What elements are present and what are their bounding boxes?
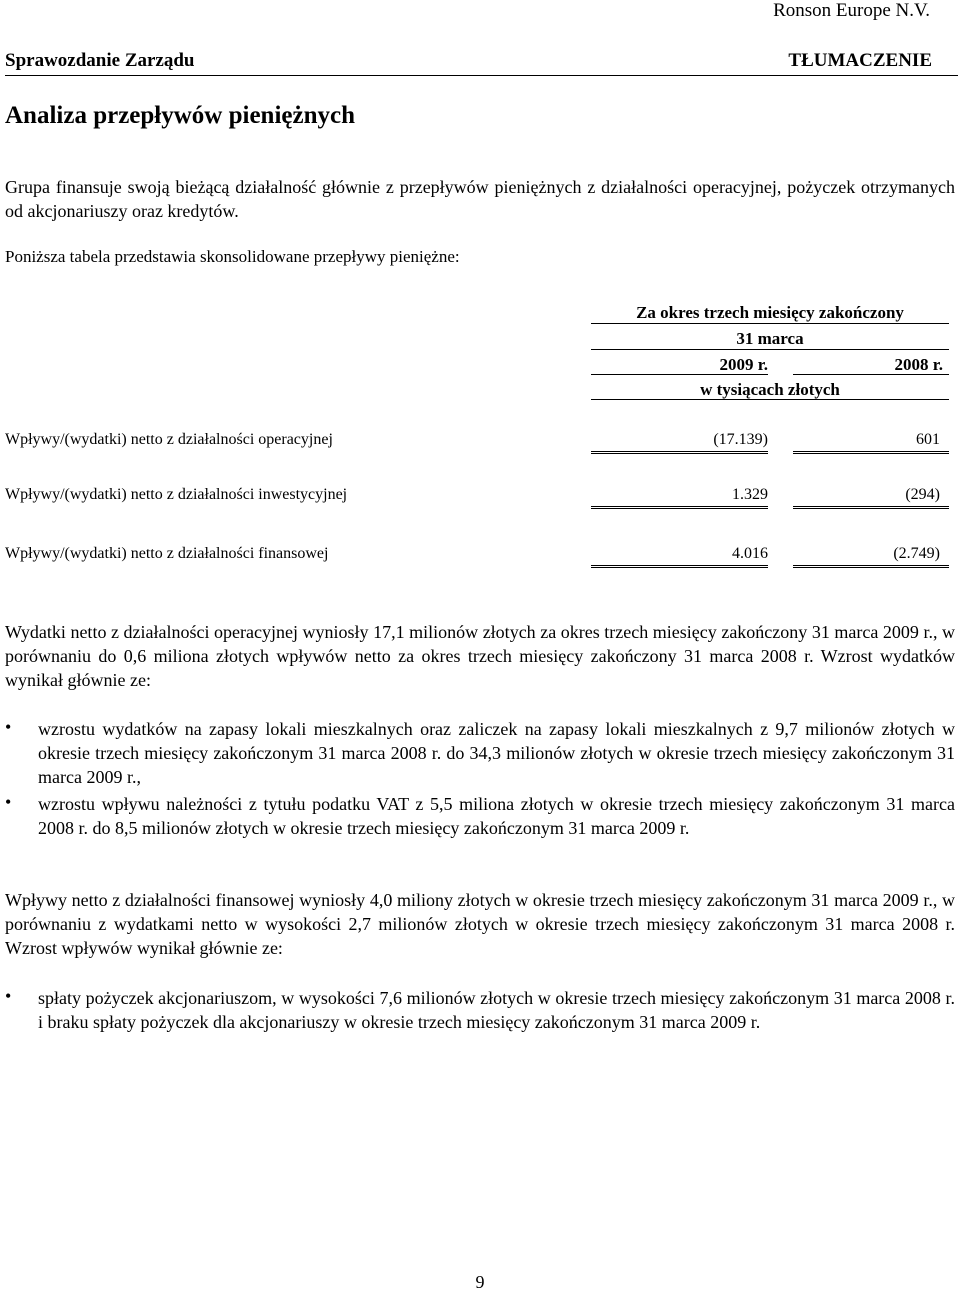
table-cell-financing-2008: (2.749) <box>893 545 940 562</box>
table-row-label-operating: Wpływy/(wydatki) netto z działalności operacyjnej <box>5 431 333 448</box>
header-divider <box>5 75 958 76</box>
financing-paragraph: Wpływy netto z działalności finansowej wyniosły 4,0 miliony złotych w okresie trzech miesięcy zakończonym 31 marca 2009 r., w porównaniu z wydatkami netto w wysokości 2,7 milionów złotych w okresie trzech miesięcy zakończonym 31 marca 2008 r. Wzrost wpływów wynikał głównie ze: <box>5 890 955 958</box>
col-header-2008: 2008 r. <box>894 355 943 374</box>
bullet-icon: • <box>5 792 12 812</box>
col-header-2009: 2009 r. <box>719 355 768 374</box>
operating-paragraph: Wydatki netto z działalności operacyjnej wyniosły 17,1 milionów złotych za okres trzech miesięcy zakończony 31 marca 2009 r., w porównaniu do 0,6 miliona złotych wpływów netto za okres trzech miesięcy zakończony 31 marca 2008 r. Wzrost wydatków wynikał głównie ze: <box>5 622 955 690</box>
intro-paragraph: Grupa finansuje swoją bieżącą działalność głównie z przepływów pieniężnych z działalności operacyjnej, pożyczek otrzymanych od akcjonariuszy oraz kredytów. <box>5 177 955 221</box>
date-underline <box>591 349 949 350</box>
financing-2008-double-rule <box>793 565 949 568</box>
investing-2009-double-rule <box>591 506 768 509</box>
company-name: Ronson Europe N.V. <box>773 0 930 21</box>
table-cell-operating-2008: 601 <box>916 431 940 448</box>
table-cell-investing-2008: (294) <box>905 486 940 503</box>
translation-label: TŁUMACZENIE <box>788 50 932 71</box>
period-underline <box>591 323 949 324</box>
unit-underline <box>591 399 949 400</box>
section-heading: Analiza przepływów pieniężnych <box>5 102 355 129</box>
page-number: 9 <box>475 1272 485 1292</box>
operating-bullet-2: wzrostu wpływu należności z tytułu podatku VAT z 5,5 miliona złotych w okresie trzech miesięcy zakończonym 31 marca 2008 r. do 8,5 milionów złotych w okresie trzech miesięcy zakończonym 31 marca 2009 r. <box>38 794 955 838</box>
financing-2009-double-rule <box>591 565 768 568</box>
period-header: Za okres trzech miesięcy zakończony <box>636 303 904 322</box>
bullet-icon: • <box>5 717 12 737</box>
operating-2008-double-rule <box>793 451 949 454</box>
unit-header: w tysiącach złotych <box>700 380 840 399</box>
table-cell-investing-2009: 1.329 <box>732 486 768 503</box>
investing-2008-double-rule <box>793 506 949 509</box>
bullet-icon: • <box>5 986 12 1006</box>
table-row-label-investing: Wpływy/(wydatki) netto z działalności inwestycyjnej <box>5 486 348 503</box>
table-cell-operating-2009: (17.139) <box>713 431 768 448</box>
operating-2009-double-rule <box>591 451 768 454</box>
col-2008-underline <box>793 374 949 375</box>
table-row-label-financing: Wpływy/(wydatki) netto z działalności finansowej <box>5 545 329 562</box>
operating-bullet-1: wzrostu wydatków na zapasy lokali mieszkalnych oraz zaliczek na zapasy lokali mieszkalnych z 9,7 milionów złotych w okresie trzech miesięcy zakończonym 31 marca 2008 r. do 34,3 milionów złotych w okresie trzech miesięcy zakończonym 31 marca 2009 r., <box>38 719 955 787</box>
col-2009-underline <box>591 374 768 375</box>
table-cell-financing-2009: 4.016 <box>732 545 768 562</box>
financing-bullet-1: spłaty pożyczek akcjonariuszom, w wysokości 7,6 milionów złotych w okresie trzech miesięcy zakończonym 31 marca 2008 r. i braku spłaty pożyczek dla akcjonariuszy w okresie trzech miesięcy zakończonym 31 marca 2009 r. <box>38 988 955 1032</box>
table-intro: Poniższa tabela przedstawia skonsolidowane przepływy pieniężne: <box>5 247 460 266</box>
report-title: Sprawozdanie Zarządu <box>5 50 195 71</box>
date-header: 31 marca <box>736 329 804 348</box>
